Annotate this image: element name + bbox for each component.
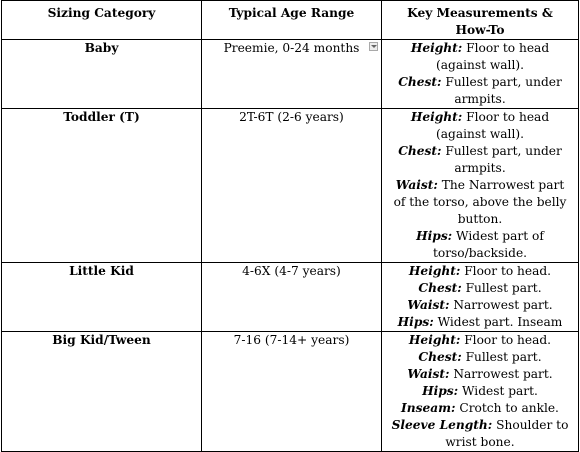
measurement-text: of the torso, above the belly bbox=[393, 195, 567, 209]
measurement-line bbox=[385, 74, 575, 91]
measurement-text: armpits. bbox=[454, 92, 506, 106]
sizing-table bbox=[1, 0, 579, 452]
measurement-line bbox=[385, 434, 575, 451]
measurement-label: Chest: bbox=[398, 75, 442, 89]
measurement-label: Sleeve Length: bbox=[391, 418, 493, 432]
measurement-text: Floor to head. bbox=[460, 264, 552, 278]
measurement-label: Inseam: bbox=[401, 401, 456, 415]
measurements-cell bbox=[382, 263, 579, 332]
measurement-label: Hips: bbox=[416, 229, 453, 243]
measurement-line bbox=[385, 109, 575, 126]
sizing-category-cell: Toddler (T) bbox=[2, 109, 202, 263]
age-range-cell bbox=[202, 109, 382, 263]
measurement-text: Fullest part, under bbox=[441, 144, 562, 158]
measurement-line bbox=[385, 211, 575, 228]
measurement-line bbox=[385, 228, 575, 245]
measurement-line bbox=[385, 177, 575, 194]
measurement-line bbox=[385, 297, 575, 314]
measurement-line bbox=[385, 263, 575, 280]
table-row bbox=[2, 332, 579, 452]
measurement-line bbox=[385, 194, 575, 211]
measurement-label: Hips: bbox=[397, 315, 434, 329]
age-range-cell bbox=[202, 40, 382, 109]
measurement-text: Fullest part, under bbox=[441, 75, 562, 89]
measurement-label: Chest: bbox=[398, 144, 442, 158]
sizing-category-cell: Little Kid bbox=[2, 263, 202, 332]
measurement-text: Floor to head. bbox=[460, 333, 552, 347]
measurement-text: Fullest part. bbox=[461, 350, 542, 364]
measurement-line bbox=[385, 143, 575, 160]
measurement-text: The Narrowest part bbox=[437, 178, 565, 192]
measurement-text: armpits. bbox=[454, 161, 506, 175]
measurement-line bbox=[385, 245, 575, 262]
measurement-label: Chest: bbox=[418, 281, 462, 295]
age-range-cell bbox=[202, 263, 382, 332]
header-sizing-category: Sizing Category bbox=[2, 1, 202, 40]
table-row bbox=[2, 40, 579, 109]
age-range-text: 2T-6T (2-6 years) bbox=[239, 110, 344, 124]
measurement-line bbox=[385, 366, 575, 383]
measurement-text: Narrowest part. bbox=[449, 298, 553, 312]
header-key-measurements bbox=[382, 1, 579, 40]
header-measurements-line-1: Key Measurements & bbox=[407, 6, 553, 20]
measurement-line bbox=[385, 40, 575, 57]
measurement-text: Floor to head bbox=[462, 41, 550, 55]
measurement-text: Widest part of bbox=[452, 229, 544, 243]
measurement-label: Height: bbox=[408, 264, 461, 278]
measurement-label: Height: bbox=[410, 41, 463, 55]
measurement-text: Fullest part. bbox=[461, 281, 542, 295]
measurement-label: Waist: bbox=[407, 298, 450, 312]
dropdown-arrow-icon[interactable] bbox=[369, 42, 378, 51]
measurement-line bbox=[385, 280, 575, 297]
measurement-label: Waist: bbox=[395, 178, 438, 192]
measurement-text: (against wall). bbox=[436, 58, 524, 72]
measurement-text: Widest part. bbox=[458, 384, 538, 398]
measurements-cell bbox=[382, 40, 579, 109]
measurement-line bbox=[385, 417, 575, 434]
measurements-cell bbox=[382, 332, 579, 452]
measurement-text: button. bbox=[457, 212, 503, 226]
measurement-line bbox=[385, 160, 575, 177]
measurement-text: wrist bone. bbox=[445, 435, 515, 449]
sizing-category-cell: Big Kid/Tween bbox=[2, 332, 202, 452]
measurement-text: Crotch to ankle. bbox=[455, 401, 559, 415]
measurement-label: Height: bbox=[408, 333, 461, 347]
measurement-line bbox=[385, 314, 575, 331]
table-row bbox=[2, 263, 579, 332]
measurement-label: Height: bbox=[410, 110, 463, 124]
measurement-text: torso/backside. bbox=[432, 246, 528, 260]
age-range-cell bbox=[202, 332, 382, 452]
age-range-text: 4-6X (4-7 years) bbox=[242, 264, 341, 278]
age-range-text: 7-16 (7-14+ years) bbox=[233, 333, 350, 347]
measurement-label: Waist: bbox=[407, 367, 450, 381]
measurement-line bbox=[385, 91, 575, 108]
measurement-text: Narrowest part. bbox=[449, 367, 553, 381]
measurement-line bbox=[385, 400, 575, 417]
sizing-category-cell: Baby bbox=[2, 40, 202, 109]
measurement-line bbox=[385, 57, 575, 74]
measurements-cell bbox=[382, 109, 579, 263]
table-row bbox=[2, 109, 579, 263]
header-age-range: Typical Age Range bbox=[202, 1, 382, 40]
measurement-line bbox=[385, 332, 575, 349]
measurement-text: Widest part. Inseam bbox=[433, 315, 563, 329]
measurement-text: Floor to head bbox=[462, 110, 550, 124]
measurement-text: Shoulder to bbox=[492, 418, 569, 432]
header-row bbox=[2, 1, 579, 40]
measurement-text: (against wall). bbox=[436, 127, 524, 141]
measurement-label: Hips: bbox=[422, 384, 459, 398]
header-measurements-line-2: How-To bbox=[455, 23, 505, 37]
measurement-label: Chest: bbox=[418, 350, 462, 364]
measurement-line bbox=[385, 383, 575, 400]
measurement-line bbox=[385, 126, 575, 143]
measurement-line bbox=[385, 349, 575, 366]
age-range-text: Preemie, 0-24 months bbox=[223, 41, 360, 55]
